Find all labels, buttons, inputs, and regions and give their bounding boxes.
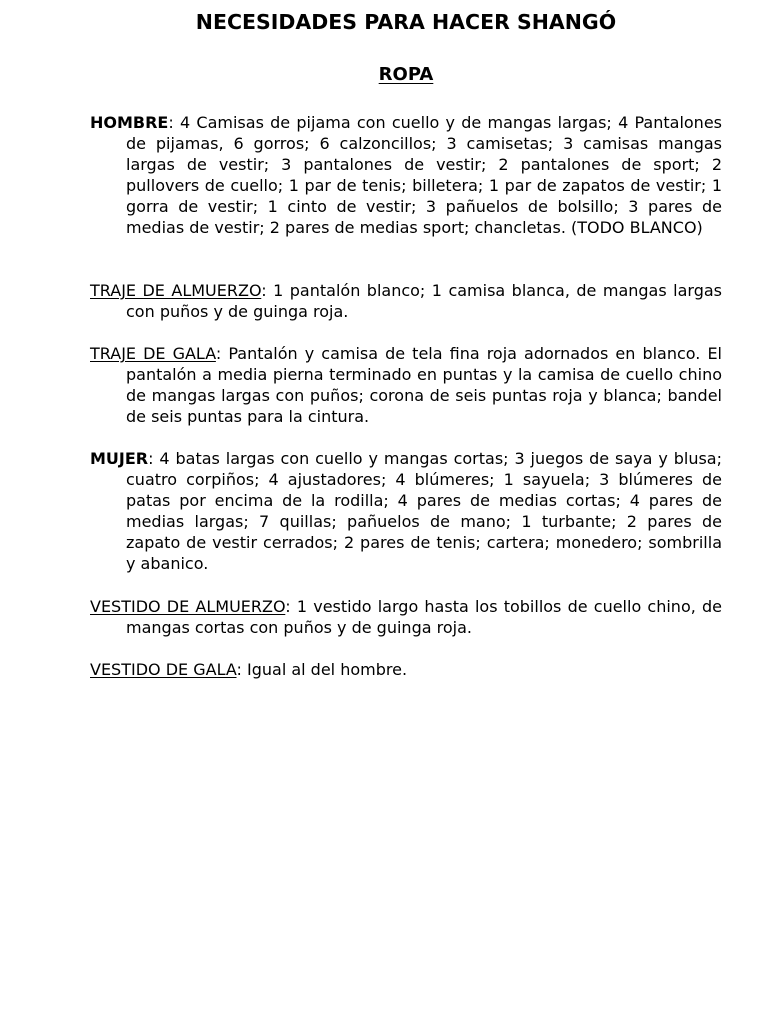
entry-vestido-de-gala	[90, 659, 722, 680]
section-heading-text: ROPA	[378, 64, 434, 85]
entry-hombre	[90, 112, 722, 238]
section-heading	[90, 63, 722, 87]
entry-label: MUJER	[90, 449, 149, 468]
entry-label: HOMBRE	[90, 113, 169, 132]
entry-mujer	[90, 448, 722, 574]
entry-label: TRAJE DE GALA	[90, 344, 216, 363]
entry-text: : 1 pantalón blanco; 1 camisa blanca, de mangas largas con puños y de guinga roja.	[126, 281, 722, 321]
entry-text: : Pantalón y camisa de tela fina roja adornados en blanco. El pantalón a media pierna terminado en puntas y la camisa de cuello chino de mangas largas con puños; corona de seis puntas roja y blanca; bandel de seis puntas para la cintura.	[126, 344, 723, 426]
entry-text: : 1 vestido largo hasta los tobillos de cuello chino, de mangas cortas con puños y de guinga roja.	[126, 597, 723, 637]
entry-label: TRAJE DE ALMUERZO	[90, 281, 262, 300]
entry-traje-de-almuerzo	[90, 280, 722, 322]
entry-text: : 4 Camisas de pijama con cuello y de mangas largas; 4 Pantalones de pijamas, 6 gorros; 6 calzoncillos; 3 camisetas; 3 camisas mangas largas de vestir; 3 pantalones de vestir; 2 pantalones de sport; 2 pullovers de cuello; 1 par de tenis; billetera; 1 par de zapatos de vestir; 1 gorra de vestir; 1 cinto de vestir; 3 pañuelos de bolsillo; 3 pares de medias de vestir; 2 pares de medias sport; chancletas. (TODO BLANCO)	[126, 113, 722, 237]
entry-vestido-de-almuerzo	[90, 596, 722, 638]
entry-text: : 4 batas largas con cuello y mangas cortas; 3 juegos de saya y blusa; cuatro corpiños; 4 ajustadores; 4 blúmeres; 1 sayuela; 3 blúmeres de patas por encima de la rodilla; 4 pares de medias cortas; 4 pares de medias largas; 7 quillas; pañuelos de mano; 1 turbante; 2 pares de zapato de vestir cerrados; 2 pares de tenis; cartera; monedero; sombrilla y abanico.	[126, 449, 722, 573]
entry-traje-de-gala	[90, 343, 722, 427]
entry-text: : Igual al del hombre.	[236, 660, 408, 679]
entry-label: VESTIDO DE GALA	[90, 660, 237, 679]
document-title: NECESIDADES PARA HACER SHANGÓ	[195, 10, 617, 34]
entry-label: VESTIDO DE ALMUERZO	[90, 597, 286, 616]
